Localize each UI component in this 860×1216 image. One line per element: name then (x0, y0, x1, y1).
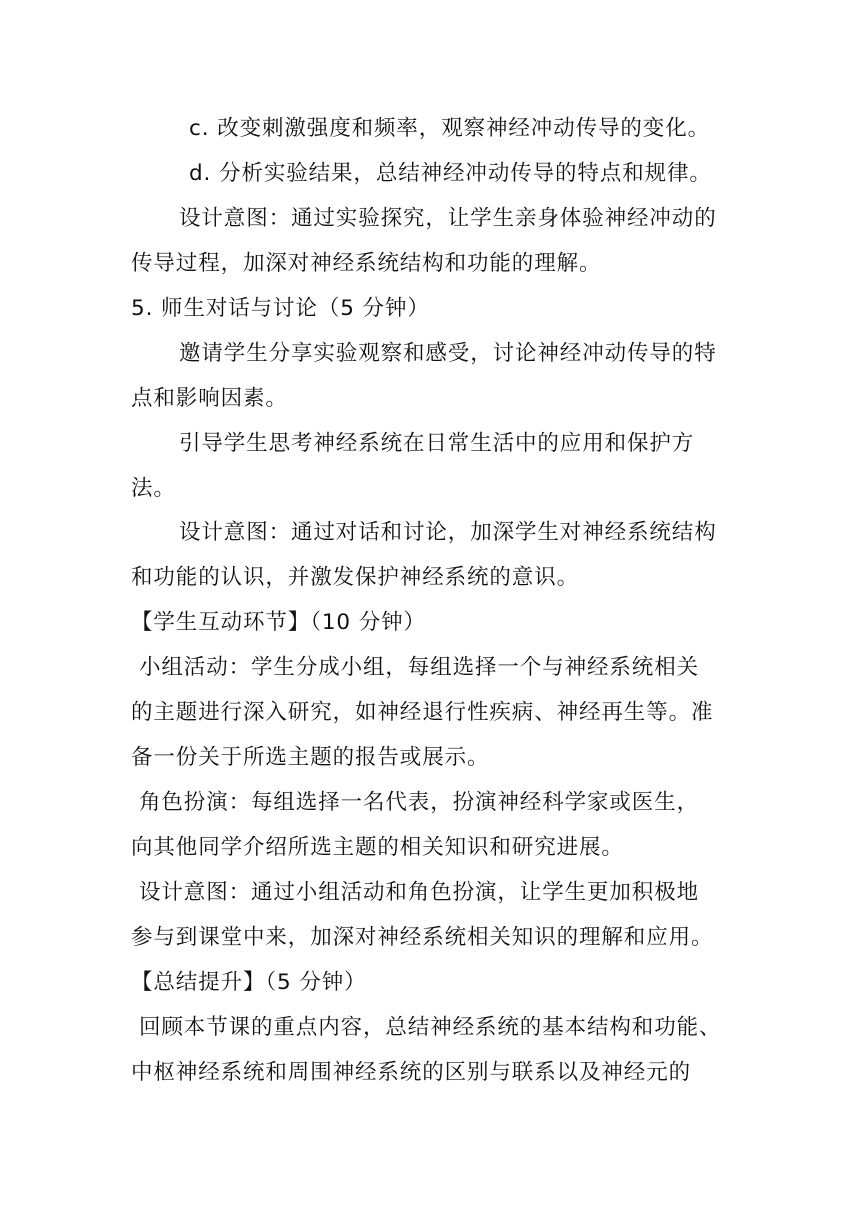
paragraph-line: 点和影响因素。 (131, 386, 288, 411)
paragraph-line: 传导过程，加深对神经系统结构和功能的理解。 (131, 251, 602, 276)
paragraph-line: 邀请学生分享实验观察和感受，讨论神经冲动传导的特 (179, 341, 717, 366)
paragraph-line: 备一份关于所选主题的报告或展示。 (131, 745, 490, 770)
section-heading: 【总结提升】（5 分钟） (131, 970, 367, 995)
paragraph-line: 设计意图：通过对话和讨论，加深学生对神经系统结构 (179, 520, 717, 545)
paragraph-line: 的主题进行深入研究，如神经退行性疾病、神经再生等。准 (131, 700, 714, 725)
section-heading: 【学生互动环节】（10 分钟） (131, 610, 426, 635)
paragraph-line: 向其他同学介绍所选主题的相关知识和研究进展。 (131, 835, 624, 860)
paragraph-line: 回顾本节课的重点内容，总结神经系统的基本结构和功能、 (139, 1015, 722, 1040)
section-heading: 5. 师生对话与讨论（5 分钟） (131, 296, 430, 321)
paragraph-line: 引导学生思考神经系统在日常生活中的应用和保护方 (179, 431, 695, 456)
paragraph-line: d. 分析实验结果，总结神经冲动传导的特点和规律。 (189, 161, 712, 186)
paragraph-line: 法。 (131, 476, 176, 501)
paragraph-line: 设计意图：通过实验探究，让学生亲身体验神经冲动的 (179, 206, 717, 231)
paragraph-line: c. 改变刺激强度和频率，观察神经冲动传导的变化。 (189, 116, 710, 141)
paragraph-line: 中枢神经系统和周围神经系统的区别与联系以及神经元的 (131, 1060, 692, 1085)
paragraph-line: 角色扮演：每组选择一名代表，扮演神经科学家或医生， (139, 790, 700, 815)
paragraph-line: 设计意图：通过小组活动和角色扮演，让学生更加积极地 (139, 880, 700, 905)
paragraph-line: 小组活动：学生分成小组，每组选择一个与神经系统相关 (139, 655, 700, 680)
paragraph-line: 和功能的认识，并激发保护神经系统的意识。 (131, 565, 580, 590)
paragraph-line: 参与到课堂中来，加深对神经系统相关知识的理解和应用。 (131, 925, 714, 950)
